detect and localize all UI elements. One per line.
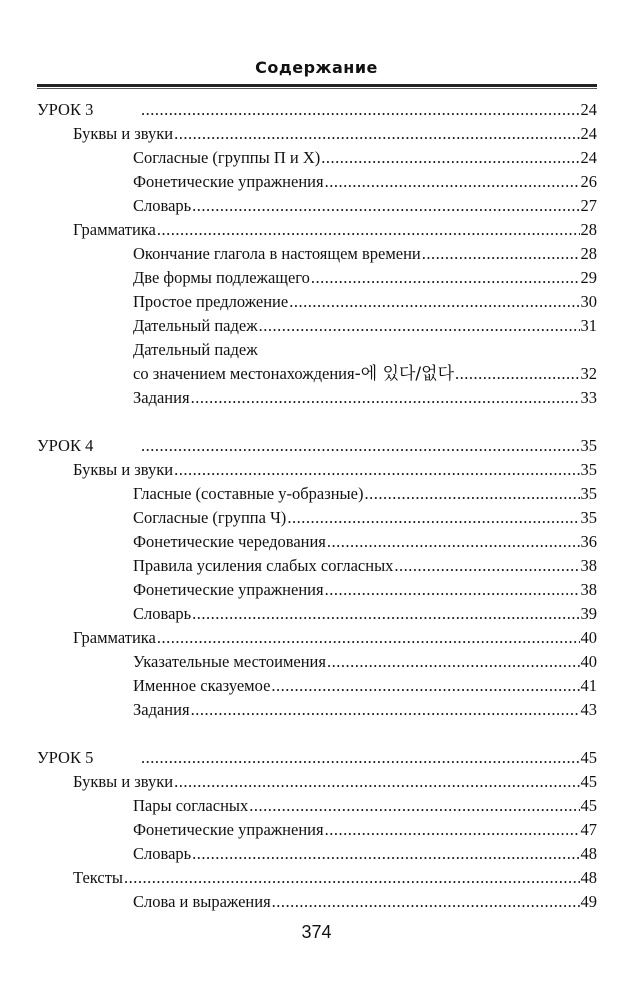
page-number: 374	[301, 922, 332, 942]
toc-entry-title: Тексты	[73, 868, 123, 887]
dot-leader	[271, 674, 579, 698]
dot-leader	[192, 842, 579, 866]
toc-entry-title: Фонетические чередования	[133, 532, 326, 551]
toc-entry-page: 24	[580, 148, 597, 167]
toc-entry-title: Словарь	[133, 604, 192, 623]
toc-entry-title: Задания	[133, 700, 190, 719]
toc-entry-page: 35	[580, 508, 597, 527]
toc-entry-page: 35	[580, 460, 597, 479]
toc-entry-title: Слова и выражения	[133, 892, 271, 911]
toc-section-entry[interactable]	[37, 122, 597, 146]
toc-section-entry[interactable]	[37, 866, 597, 890]
toc-entry-title: Пары согласных	[133, 796, 249, 815]
toc-entry-title: Фонетические упражнения	[133, 580, 324, 599]
dot-leader	[321, 146, 579, 170]
toc-entry-title: Грамматика	[73, 220, 156, 239]
dot-leader	[325, 818, 580, 842]
toc-section-entry[interactable]	[37, 626, 597, 650]
dot-leader	[192, 602, 579, 626]
toc-subsection-entry[interactable]	[37, 290, 597, 314]
dot-leader	[289, 290, 579, 314]
toc-entry-page: 40	[580, 628, 597, 647]
toc-subsection-entry[interactable]	[37, 674, 597, 698]
toc-entry-title: УРОК 3	[37, 100, 94, 119]
toc-subsection-entry[interactable]	[37, 146, 597, 170]
toc-entry-title: со значением местонахождения	[133, 364, 355, 383]
toc-entry-title: Фонетические упражнения	[133, 820, 324, 839]
dot-leader	[174, 458, 579, 482]
toc-entry-page: 28	[580, 244, 597, 263]
dot-leader	[192, 194, 579, 218]
toc-entry-page: 27	[580, 196, 597, 215]
toc-subsection-entry[interactable]	[37, 842, 597, 866]
toc-subsection-entry[interactable]	[37, 530, 597, 554]
toc-subsection-entry[interactable]	[37, 266, 597, 290]
toc-section-entry[interactable]	[37, 770, 597, 794]
dot-leader	[259, 314, 580, 338]
dot-leader	[327, 530, 580, 554]
toc-entry-title: Гласные (составные у-образные)	[133, 484, 364, 503]
toc-entry-page: 47	[580, 820, 597, 839]
toc-entry-page: 41	[580, 676, 597, 695]
toc-entry-title: УРОК 5	[37, 748, 94, 767]
dot-leader	[325, 170, 580, 194]
header-rule	[37, 84, 597, 87]
toc-entry-title: Словарь	[133, 196, 192, 215]
dot-leader	[141, 746, 580, 770]
dot-leader	[157, 626, 580, 650]
toc-lesson-group	[37, 746, 597, 914]
dot-leader	[325, 578, 580, 602]
table-of-contents	[37, 98, 597, 938]
dot-leader	[141, 434, 580, 458]
toc-entry-title: Фонетические упражнения	[133, 172, 324, 191]
dot-leader	[311, 266, 580, 290]
toc-entry-page: 45	[580, 748, 597, 767]
toc-entry-page: 30	[580, 292, 597, 311]
page-title: Содержание	[255, 58, 378, 77]
dot-leader	[191, 386, 580, 410]
dot-leader	[364, 482, 579, 506]
toc-section-entry[interactable]	[37, 458, 597, 482]
toc-subsection-entry[interactable]	[37, 602, 597, 626]
toc-subsection-entry[interactable]	[37, 818, 597, 842]
dot-leader	[174, 770, 579, 794]
toc-entry-page: 43	[580, 700, 597, 719]
toc-entry-title: Буквы и звуки	[73, 124, 174, 143]
toc-entry-title: Дательный падеж	[133, 316, 258, 335]
dot-leader	[141, 98, 580, 122]
toc-entry-page: 24	[580, 124, 597, 143]
toc-entry-title: Грамматика	[73, 628, 156, 647]
toc-subsection-entry[interactable]	[37, 890, 597, 914]
toc-subsection-entry[interactable]	[37, 362, 597, 386]
toc-subsection-entry[interactable]	[37, 554, 597, 578]
toc-entry-page: 48	[580, 868, 597, 887]
toc-subsection-entry[interactable]	[37, 794, 597, 818]
toc-entry-page: 40	[580, 652, 597, 671]
dot-leader	[249, 794, 579, 818]
toc-entry-title: Буквы и звуки	[73, 772, 174, 791]
toc-entry-title: Простое предложение	[133, 292, 289, 311]
toc-subsection-entry[interactable]	[37, 650, 597, 674]
toc-entry-page: 49	[580, 892, 597, 911]
toc-lesson-group	[37, 434, 597, 722]
toc-entry-title: Окончание глагола в настоящем времени	[133, 244, 421, 263]
toc-entry-title: Задания	[133, 388, 190, 407]
toc-entry-page: 35	[580, 484, 597, 503]
toc-entry-page: 38	[580, 580, 597, 599]
toc-entry-title: Правила усиления слабых согласных	[133, 556, 394, 575]
dot-leader	[124, 866, 580, 890]
dot-leader	[327, 650, 580, 674]
toc-entry-page: 28	[580, 220, 597, 239]
toc-subsection-entry[interactable]	[37, 194, 597, 218]
toc-section-entry[interactable]	[37, 218, 597, 242]
dot-leader	[455, 362, 580, 386]
toc-entry-page: 45	[580, 772, 597, 791]
toc-entry-page: 36	[580, 532, 597, 551]
toc-subsection-entry[interactable]	[37, 506, 597, 530]
toc-entry-title: Именное сказуемое	[133, 676, 271, 695]
toc-subsection-entry[interactable]	[37, 170, 597, 194]
toc-entry-title: Согласные (группы П и Х)	[133, 148, 321, 167]
toc-entry-korean-text: -에 있다/없다	[354, 364, 454, 384]
toc-subsection-entry[interactable]	[37, 242, 597, 266]
toc-lesson-entry[interactable]	[37, 434, 597, 458]
dot-leader	[174, 122, 579, 146]
toc-entry-page: 24	[580, 100, 597, 119]
toc-entry-page: 31	[580, 316, 597, 335]
toc-subsection-entry[interactable]	[37, 314, 597, 338]
toc-subsection-entry[interactable]	[37, 698, 597, 722]
toc-entry-page: 29	[580, 268, 597, 287]
toc-lesson-entry[interactable]	[37, 746, 597, 770]
dot-leader	[272, 890, 580, 914]
toc-entry-title: Согласные (группа Ч)	[133, 508, 287, 527]
toc-entry-page: 38	[580, 556, 597, 575]
dot-leader	[422, 242, 580, 266]
toc-entry-page: 33	[580, 388, 597, 407]
toc-lesson-entry[interactable]	[37, 98, 597, 122]
toc-entry-page: 35	[580, 436, 597, 455]
toc-entry-title: Словарь	[133, 844, 192, 863]
dot-leader	[191, 698, 580, 722]
toc-entry-title: Две формы подлежащего	[133, 268, 310, 287]
header-rule-thin	[37, 88, 597, 89]
toc-entry-title: Буквы и звуки	[73, 460, 174, 479]
dot-leader	[394, 554, 579, 578]
toc-subsection-entry[interactable]	[37, 578, 597, 602]
toc-entry-title: Указательные местоимения	[133, 652, 326, 671]
dot-leader	[157, 218, 580, 242]
toc-lesson-group	[37, 98, 597, 410]
toc-entry-title: УРОК 4	[37, 436, 94, 455]
toc-entry-title: Дательный падеж	[133, 340, 258, 359]
toc-entry-page: 26	[580, 172, 597, 191]
toc-subsection-entry[interactable]	[37, 338, 597, 362]
toc-entry-page: 48	[580, 844, 597, 863]
toc-entry-page: 45	[580, 796, 597, 815]
toc-entry-page: 39	[580, 604, 597, 623]
toc-subsection-entry[interactable]	[37, 482, 597, 506]
toc-subsection-entry[interactable]	[37, 386, 597, 410]
dot-leader	[287, 506, 579, 530]
toc-entry-page: 32	[580, 364, 597, 383]
